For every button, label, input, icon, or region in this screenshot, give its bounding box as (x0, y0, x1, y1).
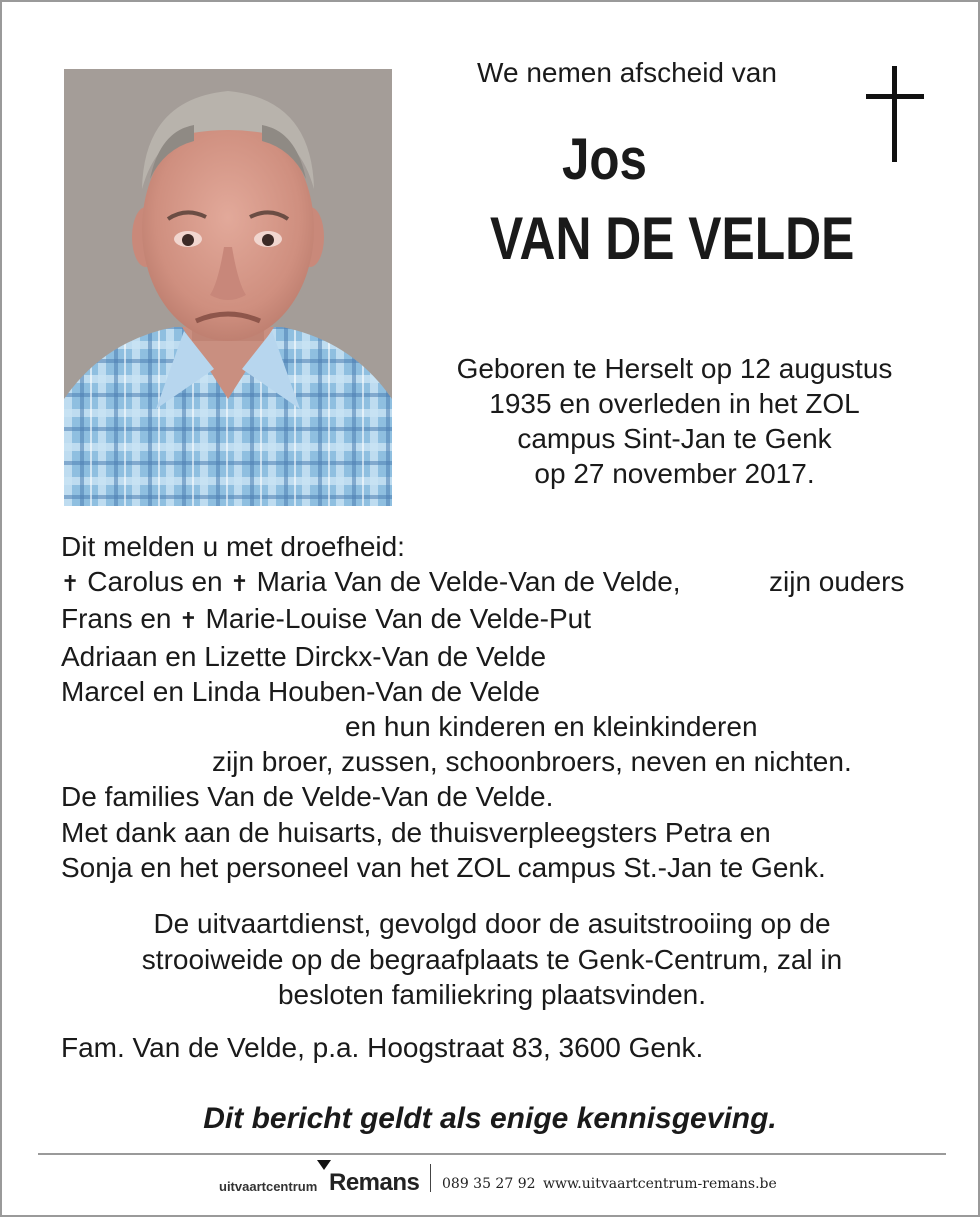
portrait-photo (64, 69, 392, 506)
footer-separator (430, 1164, 431, 1192)
family-address: Fam. Van de Velde, p.a. Hoogstraat 83, 3600 Genk. (61, 1032, 704, 1063)
deceased-first-name: Jos (562, 127, 647, 192)
birth-line: Geboren te Herselt op 12 augustus (456, 353, 893, 384)
mourner-line-families: De families Van de Velde-Van de Velde. (61, 781, 554, 813)
intro-text: We nemen afscheid van (477, 57, 777, 88)
mourner-line-marcel: Marcel en Linda Houben-Van de Velde (61, 675, 540, 707)
relation-label: zijn ouders (769, 566, 905, 598)
notice-statement: Dit bericht geldt als enige kennisgeving. (203, 1102, 777, 1135)
birth-line: 1935 en overleden in het ZOL (489, 388, 860, 419)
mourner-line-siblings: zijn broer, zussen, schoonbroers, neven en nichten. (212, 746, 852, 778)
mourner-line-frans (61, 601, 921, 638)
mourner-frans: Frans en (61, 603, 172, 635)
thanks-line: Met dank aan de huisarts, de thuisverpleegsters Petra en (61, 816, 771, 848)
funeral-service-info (62, 906, 922, 1013)
mourner-line-children: en hun kinderen en kleinkinderen (345, 711, 758, 743)
cross-icon (866, 66, 924, 162)
service-line: De uitvaartdienst, gevolgd door de asuitstrooiing op de (153, 908, 831, 939)
mourners-list (61, 529, 921, 885)
phone-number: 089 35 27 92 (442, 1176, 536, 1192)
deceased-last-name: VAN DE VELDE (490, 205, 855, 272)
brand-prefix: uitvaartcentrum (219, 1179, 318, 1194)
birth-line: campus Sint-Jan te Genk (517, 423, 832, 454)
birth-death-details (422, 351, 927, 491)
service-line: strooiweide op de begraafplaats te Genk-Centrum, zal in (141, 943, 843, 975)
service-line: besloten familiekring plaatsvinden. (277, 979, 707, 1010)
footer-divider (38, 1153, 946, 1155)
mourner-line-adriaan: Adriaan en Lizette Dirckx-Van de Velde (61, 640, 547, 672)
parent-father: Carolus en (87, 566, 223, 598)
mourners-heading: Dit melden u met droefheid: (61, 531, 405, 562)
small-cross-icon: ✝ (230, 571, 249, 597)
parent-mother: Maria Van de Velde-Van de Velde, (256, 566, 681, 598)
mourner-line-parents (61, 564, 921, 601)
mourner-marie-louise: Marie-Louise Van de Velde-Put (205, 603, 591, 635)
small-cross-icon: ✝ (179, 608, 198, 634)
thanks-line: Sonja en het personeel van het ZOL campus St.-Jan te Genk. (61, 851, 826, 883)
website-link[interactable]: www.uitvaartcentrum-remans.be (543, 1176, 777, 1192)
footer (2, 1160, 978, 1200)
brand-name: Remans (329, 1169, 420, 1196)
small-cross-icon: ✝ (61, 571, 80, 597)
birth-line: op 27 november 2017. (534, 458, 815, 489)
